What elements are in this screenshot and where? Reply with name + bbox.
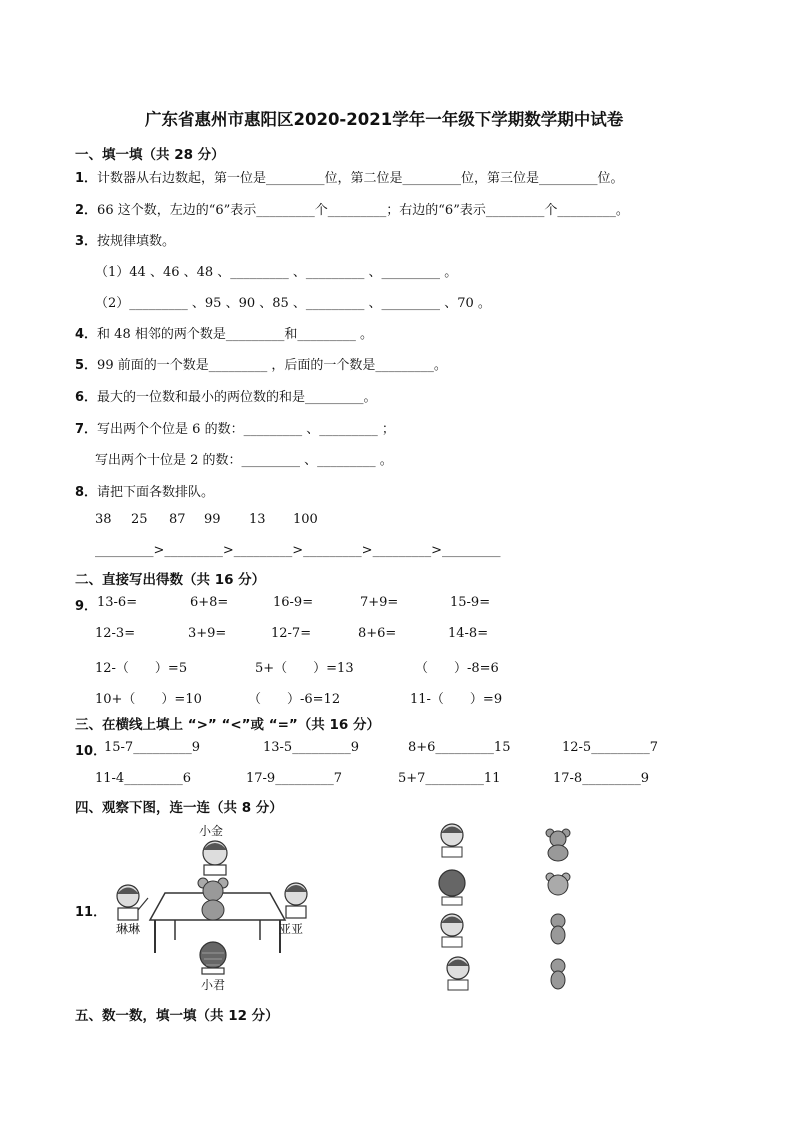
- question-1: [75, 167, 624, 186]
- child-right-icon: [285, 883, 307, 918]
- question-number-11: 11．: [75, 905, 107, 920]
- question-number-9: 9．: [75, 599, 98, 614]
- question-5: [75, 354, 447, 373]
- section-heading-5: 五、数一数，填一填（共 12 分）: [75, 1008, 279, 1024]
- q10-item: 11-4_________6: [95, 771, 191, 786]
- q10-item: 12-5_________7: [562, 740, 658, 755]
- question-3-part-1: （1）44 、46 、48 、_________ 、_________ 、_________ 。: [95, 265, 458, 280]
- q9-item: 15-9=: [450, 595, 491, 610]
- q8-number-3: 87: [169, 512, 186, 527]
- q9-item: 6+8=: [190, 595, 229, 610]
- q9-item: 8+6=: [358, 626, 397, 641]
- question-number: 8．: [75, 485, 98, 500]
- bear-view-4-icon: [551, 959, 565, 989]
- table-scene-illustration: [100, 818, 340, 1000]
- section-heading-4: 四、观察下图，连一连（共 8 分）: [75, 800, 283, 816]
- question-3: [75, 230, 175, 249]
- child-view-2-icon: [439, 870, 465, 905]
- section-heading-2: 二、直接写出得数（共 16 分）: [75, 572, 266, 588]
- label-right: 亚亚: [279, 922, 304, 936]
- q10-item: 8+6_________15: [408, 740, 511, 755]
- q9-item: （ ）-8=6: [415, 661, 499, 676]
- q9-item: 16-9=: [273, 595, 314, 610]
- label-bottom: 小君: [201, 978, 226, 992]
- child-view-4-icon: [447, 957, 469, 990]
- q9-item: 12-7=: [271, 626, 312, 641]
- q10-item: 15-7_________9: [104, 740, 200, 755]
- question-text: 计数器从右边数起，第一位是_________位，第二位是_________位，第三位是_________位。: [97, 171, 624, 186]
- q9-item: 12-3=: [95, 626, 136, 641]
- question-text: 写出两个个位是 6 的数：_________ 、_________ ；: [97, 422, 395, 437]
- question-text: 66 这个数，左边的“6”表示_________个_________；右边的“6”表示_________个_________。: [97, 203, 629, 218]
- label-left: 琳琳: [116, 922, 141, 936]
- question-number-10: 10．: [75, 744, 107, 759]
- q10-item: 17-8_________9: [553, 771, 649, 786]
- label-top: 小金: [199, 824, 224, 838]
- q9-item: 12-（ ）=5: [95, 661, 188, 676]
- q9-item: 13-6=: [97, 595, 138, 610]
- question-number: 6．: [75, 390, 98, 405]
- section-heading-1: 一、填一填（共 28 分）: [75, 147, 225, 163]
- question-number: 2．: [75, 203, 98, 218]
- q9-item: 14-8=: [448, 626, 489, 641]
- bear-view-1-icon: [546, 829, 570, 861]
- question-text: 和 48 相邻的两个数是_________和_________ 。: [97, 327, 373, 342]
- q8-number-1: 38: [95, 512, 112, 527]
- page-title: 广东省惠州市惠阳区2020-2021学年一年级下学期数学期中试卷: [145, 110, 624, 129]
- bear-view-2-icon: [546, 873, 570, 895]
- child-bottom-icon: [200, 942, 226, 974]
- question-number: 3．: [75, 234, 98, 249]
- q10-item: 17-9_________7: [246, 771, 342, 786]
- q9-item: 3+9=: [188, 626, 227, 641]
- child-view-3-icon: [441, 914, 463, 947]
- question-text: 请把下面各数排队。: [97, 485, 215, 500]
- bear-view-3-icon: [551, 914, 565, 944]
- q9-item: 10+（ ）=10: [95, 692, 202, 707]
- question-number: 4．: [75, 327, 98, 342]
- question-number: 5．: [75, 358, 98, 373]
- child-view-1-icon: [441, 824, 463, 857]
- q8-order-line: _________>_________>_________>_________>_________>_________: [95, 543, 501, 558]
- q9-item: 7+9=: [360, 595, 399, 610]
- q8-number-2: 25: [131, 512, 148, 527]
- question-number: 1．: [75, 171, 98, 186]
- q8-number-5: 13: [249, 512, 266, 527]
- question-text: 最大的一位数和最小的两位数的和是_________。: [97, 390, 377, 405]
- views-matching-illustration: [430, 815, 590, 995]
- question-3-part-2: （2）_________ 、95 、90 、85 、_________ 、_________ 、70 。: [95, 296, 491, 311]
- q9-item: 11-（ ）=9: [410, 692, 503, 707]
- question-8: [75, 481, 214, 500]
- question-number: 7．: [75, 422, 98, 437]
- q9-item: 5+（ ）=13: [255, 661, 354, 676]
- question-2: [75, 199, 629, 218]
- question-text: 99 前面的一个数是_________ ，后面的一个数是_________。: [97, 358, 447, 373]
- question-6: [75, 386, 377, 405]
- q8-number-6: 100: [293, 512, 318, 527]
- q10-item: 5+7_________11: [398, 771, 501, 786]
- child-left-icon: [117, 885, 148, 920]
- question-text: 按规律填数。: [97, 234, 176, 249]
- q10-item: 13-5_________9: [263, 740, 359, 755]
- q9-item: （ ）-6=12: [248, 692, 341, 707]
- question-7: [75, 418, 395, 437]
- q8-number-4: 99: [204, 512, 221, 527]
- child-top-icon: [203, 841, 227, 875]
- question-4: [75, 323, 373, 342]
- question-7-line-2: 写出两个十位是 2 的数：_________ 、_________ 。: [95, 453, 393, 468]
- section-heading-3: 三、在横线上填上 “>” “<”或 “=”（共 16 分）: [75, 717, 380, 733]
